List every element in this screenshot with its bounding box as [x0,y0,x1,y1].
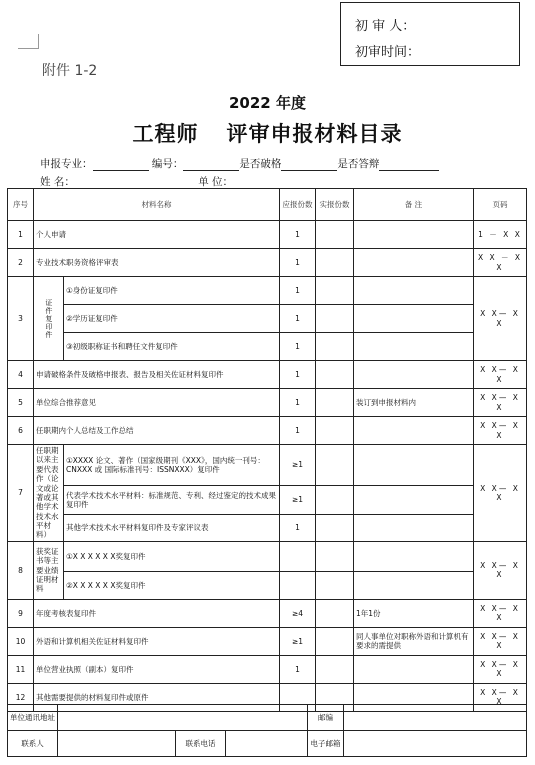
table-row: 1 个人申请 1 1 － X X [8,221,527,249]
table-row: 8 获奖证书等主要业绩证明材料 ①X X X X X X奖复印件 X X— X X [8,541,527,571]
table-row: ②学历证复印件 1 [8,305,527,333]
number-label: 编号： [151,158,184,170]
exception-label: 是否破格 [239,158,282,170]
email-label: 电子邮箱 [308,731,344,757]
attachment-label: 附件 1-2 [42,63,98,79]
header-note: 备 注 [354,189,474,221]
contact-row [8,731,527,757]
phone-field[interactable] [226,731,308,757]
postcode-field[interactable] [344,705,527,731]
defense-label: 是否答辩 [337,158,380,170]
exception-field[interactable] [281,159,337,171]
address-row [8,705,527,731]
address-field[interactable] [58,705,308,731]
table-row: 12 其他需要提供的材料复印件或原件 X X— X X [8,683,527,711]
contact-table [7,704,527,757]
table-row: 9 年度考核表复印件 ≥4 1年1份 X X— X X [8,599,527,627]
contact-field[interactable] [58,731,176,757]
name-label: 姓 名： [40,176,75,188]
reviewer-label: 初 审 人： [355,19,416,34]
corner-mark [18,34,39,49]
unit-label: 单 位： [198,176,234,188]
number-field[interactable] [183,159,239,171]
year-heading: 2022 年度 [229,94,306,112]
email-field[interactable] [344,731,527,757]
phone-label: 联系电话 [176,731,226,757]
table-row: 其他学术技术水平材料复印件及专家评议表 1 [8,514,527,541]
title-part1: 工程师 [132,122,199,146]
table-row: 3 证件复印件 ①身份证复印件 1 X X— X X [8,277,527,305]
table-row: ②X X X X X X奖复印件 [8,571,527,599]
materials-table [7,188,527,712]
page-title [0,118,535,148]
defense-field[interactable] [379,159,439,171]
table-row: 4 申请破格条件及破格申报表、报告及相关佐证材料复印件 1 X X— X X [8,361,527,389]
title-part2: 评审申报材料目录 [226,122,403,146]
header-should: 应报份数 [280,189,316,221]
postcode-label: 邮编 [308,705,344,731]
table-row: 10 外语和计算机相关佐证材料复印件 ≥1 同人事单位对职称外语和计算机有要求的需提供 X X— X X [8,627,527,655]
header-actual: 实报份数 [316,189,354,221]
table-row: 11 单位营业执照（副本）复印件 1 X X— X X [8,655,527,683]
group-label: 证件复印件 [34,277,64,361]
group-label: 获奖证书等主要业绩证明材料 [34,541,64,599]
table-row: 代表学术技术水平材料：标准规范、专利、经过鉴定的技术成果复印件 ≥1 [8,486,527,515]
group-label: 任职期以来主要代表作（论文或论著或其他学术技术水平材料） [34,445,64,542]
table-row: ③初级职称证书和聘任文件复印件 1 [8,333,527,361]
reviewer-box [340,2,520,66]
table-row: 7 任职期以来主要代表作（论文或论著或其他学术技术水平材料） ①XXXX 论文、著作（国家级期刊《XXX》，国内统一刊号：CNXXX 或 国际标准刊号：ISSNXXX）复印件 ≥1 X X— X X [8,445,527,486]
meta-line-2 [40,174,473,189]
meta-line-1 [40,156,439,171]
specialty-field[interactable] [93,159,149,171]
header-material: 材料名称 [34,189,280,221]
table-row: 6 任职期内个人总结及工作总结 1 X X— X X [8,417,527,445]
table-row: 5 单位综合推荐意见 1 装订到申报材料内 X X— X X [8,389,527,417]
contact-label: 联系人 [8,731,58,757]
header-page: 页码 [474,189,527,221]
table-row: 2 专业技术职务资格评审表 1 X X － X X [8,249,527,277]
header-seq: 序号 [8,189,34,221]
specialty-label: 申报专业： [40,158,93,170]
address-label: 单位通讯地址 [8,705,58,731]
table-header-row [8,189,527,221]
review-time-label: 初审时间： [355,45,421,60]
